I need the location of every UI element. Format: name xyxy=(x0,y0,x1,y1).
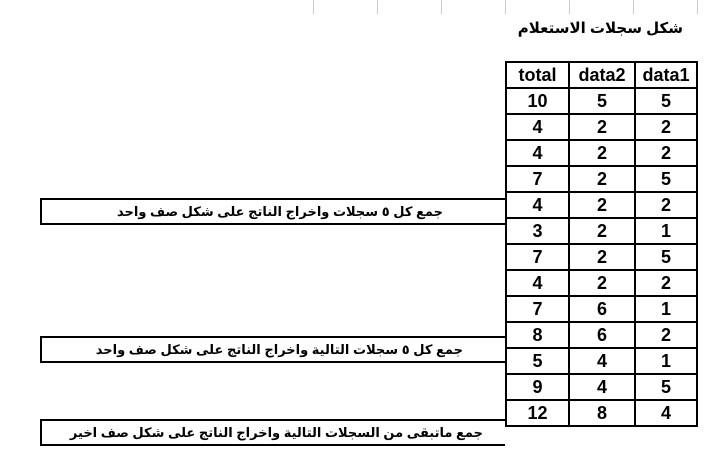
table-row xyxy=(506,400,697,426)
cell-data1[interactable]: 2 xyxy=(635,114,697,140)
table-row xyxy=(506,88,697,114)
cell-total[interactable]: 10 xyxy=(506,88,569,114)
cell-data1[interactable]: 2 xyxy=(635,270,697,296)
table-row xyxy=(506,140,697,166)
note-group-2[interactable] xyxy=(40,336,505,363)
cell-data2[interactable]: 2 xyxy=(569,140,635,166)
cell-data1[interactable]: 2 xyxy=(635,322,697,348)
note-group-1[interactable] xyxy=(40,198,505,225)
cell-data1[interactable]: 5 xyxy=(635,244,697,270)
cell-total[interactable]: 12 xyxy=(506,400,569,426)
gridline xyxy=(633,0,634,14)
gridline xyxy=(377,0,378,14)
cell-data1[interactable]: 5 xyxy=(635,88,697,114)
header-data1[interactable]: data1 xyxy=(635,62,697,88)
cell-data2[interactable]: 2 xyxy=(569,166,635,192)
table-row xyxy=(506,192,697,218)
cell-data2[interactable]: 2 xyxy=(569,244,635,270)
data-table xyxy=(505,61,698,427)
gridline xyxy=(441,0,442,14)
cell-data1[interactable]: 2 xyxy=(635,140,697,166)
table-row xyxy=(506,348,697,374)
header-data2[interactable]: data2 xyxy=(569,62,635,88)
table-header-row xyxy=(506,62,697,88)
note-text: جمع كل ٥ سجلات واخراج الناتج على شكل صف واحد xyxy=(116,203,443,219)
gridline xyxy=(505,0,506,14)
cell-total[interactable]: 4 xyxy=(506,192,569,218)
cell-total[interactable]: 4 xyxy=(506,270,569,296)
cell-data2[interactable]: 6 xyxy=(569,296,635,322)
cell-data1[interactable]: 1 xyxy=(635,348,697,374)
cell-data1[interactable]: 5 xyxy=(635,166,697,192)
cell-data2[interactable]: 6 xyxy=(569,322,635,348)
cell-total[interactable]: 7 xyxy=(506,296,569,322)
cell-total[interactable]: 7 xyxy=(506,166,569,192)
cell-data2[interactable]: 4 xyxy=(569,374,635,400)
cell-data2[interactable]: 2 xyxy=(569,192,635,218)
cell-data1[interactable]: 2 xyxy=(635,192,697,218)
cell-data1[interactable]: 1 xyxy=(635,296,697,322)
cell-total[interactable]: 9 xyxy=(506,374,569,400)
cell-total[interactable]: 3 xyxy=(506,218,569,244)
cell-total[interactable]: 5 xyxy=(506,348,569,374)
cell-data1[interactable]: 1 xyxy=(635,218,697,244)
table-row xyxy=(506,322,697,348)
gridline xyxy=(313,0,314,14)
table-row xyxy=(506,296,697,322)
note-text: جمع كل ٥ سجلات التالية واخراج الناتج على شكل صف واحد xyxy=(95,341,463,357)
cell-total[interactable]: 8 xyxy=(506,322,569,348)
gridline xyxy=(697,0,698,14)
cell-total[interactable]: 7 xyxy=(506,244,569,270)
table-row xyxy=(506,374,697,400)
table-row xyxy=(506,114,697,140)
note-group-3[interactable] xyxy=(40,419,505,446)
cell-data1[interactable]: 4 xyxy=(635,400,697,426)
cell-data2[interactable]: 2 xyxy=(569,114,635,140)
note-text: جمع ماتبقى من السجلات التالية واخراج الناتج على شكل صف اخير xyxy=(69,424,483,440)
table-row xyxy=(506,244,697,270)
cell-data2[interactable]: 5 xyxy=(569,88,635,114)
cell-total[interactable]: 4 xyxy=(506,114,569,140)
cell-data2[interactable]: 4 xyxy=(569,348,635,374)
table-row xyxy=(506,166,697,192)
header-total[interactable]: total xyxy=(506,62,569,88)
cell-total[interactable]: 4 xyxy=(506,140,569,166)
cell-data2[interactable]: 2 xyxy=(569,218,635,244)
sheet-title: شكل سجلات الاستعلام xyxy=(517,20,683,37)
gridline xyxy=(569,0,570,14)
cell-data2[interactable]: 8 xyxy=(569,400,635,426)
cell-data2[interactable]: 2 xyxy=(569,270,635,296)
table-row xyxy=(506,270,697,296)
cell-data1[interactable]: 5 xyxy=(635,374,697,400)
table-row xyxy=(506,218,697,244)
